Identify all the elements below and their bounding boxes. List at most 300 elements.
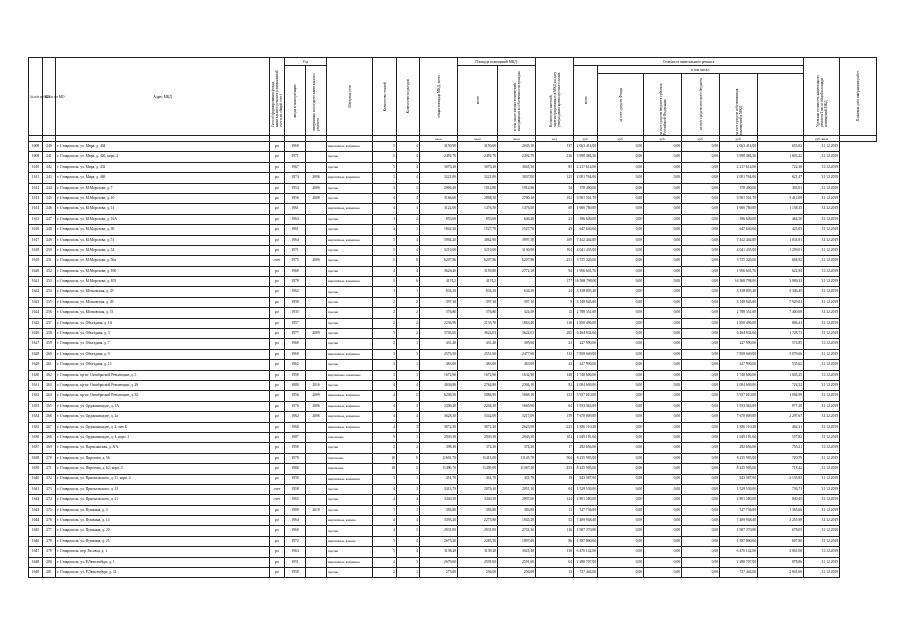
table-row (29, 432, 877, 442)
table-cell: 2807,60 (498, 495, 536, 505)
table-cell: 4 (373, 526, 397, 536)
table-cell: 727 444,00 (720, 568, 758, 578)
table-cell: 727 444,00 (574, 568, 598, 578)
table-cell: г. Ставрополь, ул. Мира, д. 469 (56, 173, 270, 183)
table-cell: 5 (373, 277, 397, 287)
table-cell: 0,00 (644, 245, 682, 255)
table-cell: 3150,60 (458, 142, 498, 152)
table-cell: 8 235 905,00 (574, 453, 598, 463)
table-cell: 1842,20 (420, 225, 458, 235)
table-cell: 281 (43, 568, 56, 578)
table-cell: 2 004 600,00 (720, 380, 758, 390)
table-cell: 0,00 (682, 432, 720, 442)
table-cell: 578 400,00 (720, 183, 758, 193)
table-cell: ро (270, 235, 285, 245)
table-cell: 3413,70 (420, 484, 458, 494)
table-cell: 4 (373, 266, 397, 276)
table-cell: 3221,00 (420, 173, 458, 183)
table-cell: 0,00 (598, 142, 644, 152)
table-cell: 31.12.2019 (804, 547, 840, 557)
table-cell: 1 680 780,00 (720, 204, 758, 214)
table-cell: 7 409 948,40 (720, 516, 758, 526)
table-cell: 2 841,66 (758, 568, 804, 578)
table-cell: 31.12.2019 (804, 193, 840, 203)
table-row (29, 422, 877, 432)
table-cell: 7 442 444,00 (574, 235, 598, 245)
table-cell: 1665,90 (498, 401, 536, 411)
table-body (29, 142, 877, 578)
table-cell: 1620 (29, 266, 43, 276)
table-cell: 2808,10 (458, 193, 498, 203)
table-cell: прочие (327, 266, 373, 276)
table-cell: 0,00 (644, 183, 682, 193)
table-cell: 6 (397, 277, 420, 287)
header-cost-local: за счет средств местного бюджета (682, 74, 720, 136)
table-cell: 3 338 095,40 (720, 287, 758, 297)
table-cell: 64 (536, 401, 574, 411)
header-cost-other (758, 74, 804, 136)
table-cell: 2 297,67 (758, 412, 804, 422)
table-cell: 3072,50 (420, 422, 458, 432)
table-cell: 374,20 (498, 443, 536, 453)
table-cell: 1638 (29, 453, 43, 463)
table-cell: 1968 (285, 422, 306, 432)
table-cell: 0,00 (598, 391, 644, 401)
unit-cell (840, 136, 877, 142)
table-cell: г. Ставрополь, ул. Пушкина, д. 20 (56, 526, 270, 536)
table-cell: 0,00 (682, 360, 720, 370)
table-cell: 1 728,71 (758, 329, 804, 339)
table-cell: 718,42 (758, 464, 804, 474)
table-cell: 1 748 600,00 (720, 370, 758, 380)
table-cell: 0,00 (682, 391, 720, 401)
table-cell: 3210,00 (420, 245, 458, 255)
table-cell: 0,00 (682, 308, 720, 318)
table-cell: 255 (43, 297, 56, 307)
header-total-area: общая площадь МКД, всего (420, 58, 458, 136)
table-cell: 0,00 (682, 526, 720, 536)
table-cell: 2009 (306, 391, 327, 401)
table-cell: 0,00 (598, 536, 644, 546)
table-cell: 23 (536, 339, 574, 349)
table-cell: 1615 (29, 214, 43, 224)
table-cell: 2006 (306, 173, 327, 183)
table-cell: 31.12.2019 (804, 505, 840, 515)
table-cell: г. Ставрополь, пер. Рассвоя, д. 1 (56, 547, 270, 557)
table-cell: 1527,70 (458, 225, 498, 235)
table-cell: 1645 (29, 526, 43, 536)
table-cell: 0,00 (598, 287, 644, 297)
table-cell: 5 (397, 464, 420, 474)
table-cell: 2 004 600,00 (574, 380, 598, 390)
table-cell: ро (270, 557, 285, 567)
table-cell: 11367,40 (498, 464, 536, 474)
table-cell: 1 529 530,00 (574, 484, 598, 494)
table-cell: г. Ставрополь, ул. Р.Люксембург, д. 1 (56, 557, 270, 567)
table-cell: 0,00 (644, 495, 682, 505)
table-cell: 7 442 444,00 (720, 235, 758, 245)
table-cell: 275 (43, 505, 56, 515)
table-cell: 3440,50 (420, 495, 458, 505)
table-cell: 1630 (29, 370, 43, 380)
table-row (29, 318, 877, 328)
table-cell: 1 529 530,00 (720, 484, 758, 494)
table-cell: 1609 (29, 152, 43, 162)
table-cell: 1962 (285, 287, 306, 297)
table-cell: 0,00 (644, 422, 682, 432)
table-cell: 260 (43, 349, 56, 359)
table-cell: 0,00 (682, 193, 720, 203)
table-cell: ро (270, 204, 285, 214)
table-cell: 3 (397, 557, 420, 567)
table-cell: 282 656,00 (574, 443, 598, 453)
table-cell: 0,00 (598, 318, 644, 328)
table-cell: ро (270, 349, 285, 359)
table-cell: 2 788 351,60 (574, 308, 598, 318)
table-cell: 31.12.2019 (804, 422, 840, 432)
repair-plan-table (28, 57, 877, 578)
table-cell: г. Ставрополь, ул. Орджоникидзе, д. 4, корп. 1 (56, 432, 270, 442)
table-cell: 1627 (29, 339, 43, 349)
table-cell: 1960 (285, 266, 306, 276)
table-cell (306, 297, 327, 307)
table-cell: 1631 (29, 380, 43, 390)
table-cell: 4 (397, 266, 420, 276)
table-cell: 0,00 (682, 401, 720, 411)
table-cell: 4174,2 (458, 277, 498, 287)
table-cell: 22 (536, 360, 574, 370)
table-cell: 1912,80 (498, 183, 536, 193)
table-cell: г. Ставрополь, ул. Объездная, д. 7 (56, 339, 270, 349)
table-cell: панельные (327, 432, 373, 442)
table-cell: 1 649 181,00 (574, 432, 598, 442)
table-cell: ро (270, 318, 285, 328)
table-cell: 240 (43, 142, 56, 152)
table-cell: 1935 (285, 308, 306, 318)
table-cell: 634,10 (458, 287, 498, 297)
table-cell: 1619 (29, 256, 43, 266)
table-cell: 1 (397, 360, 420, 370)
table-cell: 2 217 614,00 (720, 162, 758, 172)
table-cell: 0,00 (682, 453, 720, 463)
table-cell: г. Ставрополь, ул. Приозальского, д. 21 (56, 495, 270, 505)
table-cell: 2 891 580,00 (574, 495, 598, 505)
table-cell: 258 (43, 329, 56, 339)
table-cell: 31.12.2019 (804, 474, 840, 484)
table-cell: 0,00 (682, 474, 720, 484)
table-cell: 3 (373, 287, 397, 297)
table-row (29, 391, 877, 401)
table-cell: 1908 (285, 505, 306, 515)
table-cell: прочие (327, 225, 373, 235)
table-cell: ро (270, 516, 285, 526)
table-cell: 3 755 320,00 (574, 256, 598, 266)
table-cell (306, 152, 327, 162)
table-cell (306, 495, 327, 505)
table-cell: 4 041 435,00 (720, 245, 758, 255)
table-cell: 431,40 (458, 339, 498, 349)
table-cell: 0,00 (682, 287, 720, 297)
table-cell: 0,00 (598, 443, 644, 453)
table-cell: 1 (373, 505, 397, 515)
table-cell: 1616 (29, 225, 43, 235)
table-cell: 0,00 (682, 495, 720, 505)
table-cell: 0,00 (644, 568, 682, 578)
table-cell: 94 (536, 266, 574, 276)
table-cell: прочие (327, 360, 373, 370)
table-cell: 251 (43, 256, 56, 266)
table-cell: г. Ставрополь, ул. Приозальского, д. 13 (56, 484, 270, 494)
table-cell: 383,80 (498, 505, 536, 515)
table-cell: 3 148 945,60 (574, 297, 598, 307)
table-cell: 278 (43, 536, 56, 546)
table-row (29, 484, 877, 494)
table-cell: 243 (43, 173, 56, 183)
table-cell: 31.12.2019 (804, 453, 840, 463)
table-cell: 853,00 (458, 214, 498, 224)
table-row (29, 349, 877, 359)
table-cell: 0,00 (682, 245, 720, 255)
table-cell: 1 (397, 370, 420, 380)
table-cell: прочие (327, 505, 373, 515)
table-cell: 31.12.2019 (804, 516, 840, 526)
table-cell: 397,10 (420, 297, 458, 307)
table-cell: 0,00 (682, 339, 720, 349)
table-cell: 2 001 764,00 (720, 173, 758, 183)
table-cell: 4 (373, 422, 397, 432)
table-cell: 1 850 490,00 (720, 318, 758, 328)
table-cell: 1623 (29, 297, 43, 307)
table-cell: 2 288 707,00 (574, 557, 598, 567)
table-cell: 0,00 (682, 142, 720, 152)
unit-cell: руб. (644, 136, 682, 142)
table-cell: 116 (536, 526, 574, 536)
table-cell: 1 259,01 (758, 245, 804, 255)
table-cell: 0,00 (682, 484, 720, 494)
table-cell: 1 (397, 432, 420, 442)
table-cell: 1960 (285, 349, 306, 359)
table-cell: 254 (43, 287, 56, 297)
table-cell: прочие (327, 245, 373, 255)
table-cell: 3130,00 (498, 245, 536, 255)
table-cell: 274 (43, 495, 56, 505)
table-cell: 4 041 435,00 (574, 245, 598, 255)
table-cell: 0,00 (644, 152, 682, 162)
table-cell: 0,00 (644, 297, 682, 307)
table-cell: 1625 (29, 318, 43, 328)
table-cell: 1635 (29, 422, 43, 432)
table-cell: г. Ставрополь, ул. М.Морозова, д. 30 (56, 225, 270, 235)
table-cell: 31.12.2019 (804, 235, 840, 245)
table-cell: панельные (327, 453, 373, 463)
table-cell: ро (270, 505, 285, 515)
table-cell: 0,00 (644, 474, 682, 484)
table-cell: 31.12.2019 (804, 391, 840, 401)
table-cell: 0,00 (644, 505, 682, 515)
table-cell: 1640 (29, 474, 43, 484)
table-cell: 1961 (285, 225, 306, 235)
table-cell: 1 (397, 339, 420, 349)
table-cell (306, 360, 327, 370)
table-cell: 272 (43, 474, 56, 484)
header-year: Год (285, 58, 327, 66)
table-cell: 0,00 (644, 339, 682, 349)
table-cell: 2006 (306, 412, 327, 422)
table-cell: 2236,90 (420, 318, 458, 328)
table-cell: 13 (536, 505, 574, 515)
table-cell: 4 (397, 547, 420, 557)
table-cell: 1644 (29, 516, 43, 526)
table-cell: 0,00 (682, 370, 720, 380)
table-cell: 0,00 (644, 484, 682, 494)
table-cell: 3041,30 (498, 162, 536, 172)
table-cell: 1 850 490,00 (574, 318, 598, 328)
table-cell: 11459,00 (458, 464, 498, 474)
table-cell: 6 264 934,00 (574, 329, 598, 339)
unit-cell: кв.м (458, 136, 498, 142)
table-cell: 0,00 (598, 495, 644, 505)
table-cell: прочие (327, 547, 373, 557)
header-cost-owners: за счет средств собственников помещений в МКД (720, 74, 758, 136)
table-row (29, 380, 877, 390)
table-cell: 2135,70 (458, 318, 498, 328)
table-cell: 0,00 (644, 360, 682, 370)
table-cell: 634,10 (420, 287, 458, 297)
table-cell: прочие (327, 256, 373, 266)
header-entrances: Количество подъездов (397, 58, 420, 136)
table-cell (306, 214, 327, 224)
table-cell: 31.12.2019 (804, 360, 840, 370)
table-cell: 3997,30 (498, 235, 536, 245)
table-row (29, 401, 877, 411)
table-cell: 52 (536, 516, 574, 526)
table-row (29, 453, 877, 463)
table-cell: 12 (536, 308, 574, 318)
table-cell: 266 (43, 412, 56, 422)
table-cell: 4 (373, 391, 397, 401)
table-cell: 0,00 (682, 464, 720, 474)
table-cell: 722,30 (758, 162, 804, 172)
table-cell: 462,21 (758, 422, 804, 432)
table-cell: 261 (43, 360, 56, 370)
table-cell: 2 217 614,00 (574, 162, 598, 172)
table-cell: 2 (373, 297, 397, 307)
table-cell: 1622 (29, 287, 43, 297)
table-cell: прочие (327, 318, 373, 328)
table-cell: 3 (397, 204, 420, 214)
table-cell: 463,00 (498, 360, 536, 370)
table-cell: прочие (327, 162, 373, 172)
table-cell: 878,86 (758, 557, 804, 567)
table-row (29, 370, 877, 380)
table-cell: 3217,09 (498, 412, 536, 422)
header-premises-area: Площадь помещений МКД: (458, 58, 536, 66)
table-row (29, 193, 877, 203)
table-cell: г. Ставрополь, ул. Московская, д. 51 (56, 308, 270, 318)
header-year-last-repair: завершения последнего капитального ремонта (306, 66, 327, 136)
table-cell: 4 (373, 380, 397, 390)
table-cell: 31.12.2019 (804, 370, 840, 380)
table-cell: г. Ставрополь, ул. Мира, д. 404 (56, 142, 270, 152)
table-cell: ро (270, 453, 285, 463)
table-cell: 276 (43, 516, 56, 526)
table-cell: 0,00 (682, 547, 720, 557)
table-cell: 11145,70 (498, 453, 536, 463)
table-cell: 7 858 040,00 (574, 349, 598, 359)
table-cell: 4 (373, 225, 397, 235)
table-cell: 1971 (285, 245, 306, 255)
table-cell: 244 (43, 183, 56, 193)
table-cell: 3139,20 (458, 547, 498, 557)
table-cell: 1986 (285, 464, 306, 474)
table-cell: 270 (43, 453, 56, 463)
table-cell: 1963 (285, 214, 306, 224)
table-cell: 397,10 (498, 297, 536, 307)
table-cell: 1978 (285, 277, 306, 287)
table-cell: 527 736,00 (574, 505, 598, 515)
table-cell: 0,00 (598, 162, 644, 172)
table-cell: 31.12.2019 (804, 152, 840, 162)
table-cell: 5 (373, 235, 397, 245)
table-cell (306, 526, 327, 536)
table-cell: 3021,40 (498, 547, 536, 557)
table-cell: 678,05 (758, 526, 804, 536)
table-cell: 102 (536, 193, 574, 203)
table-cell: 2 (397, 329, 420, 339)
table-cell: 3 338 095,40 (574, 287, 598, 297)
table-cell: 0,00 (598, 464, 644, 474)
table-cell: 0,00 (682, 568, 720, 578)
table-cell: 64 (536, 484, 574, 494)
table-cell: 1527,70 (498, 225, 536, 235)
table-row (29, 173, 877, 183)
table-cell: 3 (397, 484, 420, 494)
table-cell: ро (270, 214, 285, 224)
table-cell: 1964 (285, 235, 306, 245)
table-cell: 8 (397, 453, 420, 463)
table-row (29, 162, 877, 172)
table-cell: ро (270, 422, 285, 432)
table-cell: 267 (43, 422, 56, 432)
table-cell: г. Ставрополь, ул. Объездная, д. 13 (56, 360, 270, 370)
table-cell: 6 470 142,00 (720, 547, 758, 557)
table-cell (306, 204, 327, 214)
table-cell: 5 (397, 391, 420, 401)
table-cell: 1960 (285, 339, 306, 349)
table-cell: 3037,00 (498, 173, 536, 183)
table-cell: 31.12.2019 (804, 308, 840, 318)
table-cell: 0,00 (682, 204, 720, 214)
table-cell: прочие (327, 380, 373, 390)
table-cell: 0,00 (644, 173, 682, 183)
table-cell: 1610 (29, 162, 43, 172)
table-cell: 2 (397, 214, 420, 224)
table-cell: 3138,20 (420, 547, 458, 557)
table-cell: 0,00 (598, 204, 644, 214)
table-cell (306, 308, 327, 318)
table-cell: 1 045,25 (758, 370, 804, 380)
table-cell: 131 (536, 391, 574, 401)
table-cell: 4 (397, 173, 420, 183)
table-cell: 0,00 (644, 443, 682, 453)
table-cell: 4 (373, 193, 397, 203)
table-cell: Кирпичные, каменные (327, 370, 373, 380)
table-cell: г. Ставрополь, ул. Объездная, д. 1А (56, 318, 270, 328)
table-cell: 5068,10 (498, 391, 536, 401)
table-cell: 2051,10 (498, 484, 536, 494)
table-cell: 853,00 (420, 214, 458, 224)
table-cell: г. Ставрополь, ул. Орджоникидзе, д. 1А (56, 401, 270, 411)
